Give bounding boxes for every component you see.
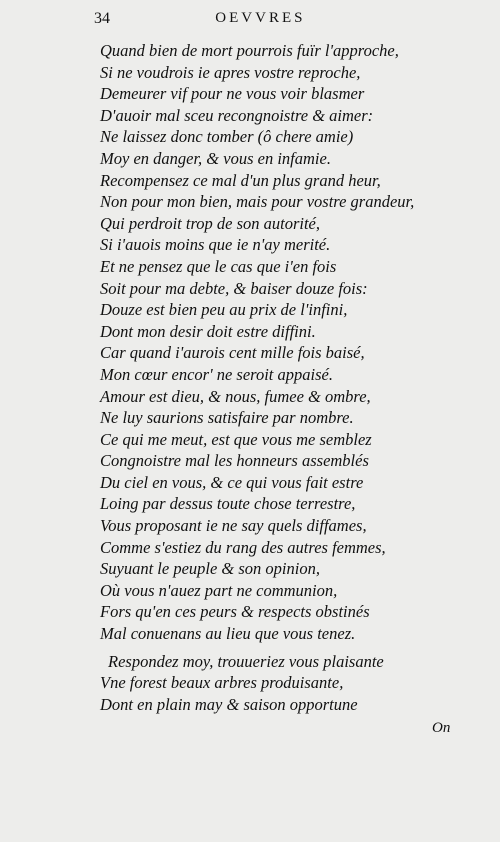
verse-line: Recompensez ce mal d'un plus grand heur,	[100, 170, 381, 190]
verse-line: Soit pour ma debte, & baiser douze fois:	[100, 278, 368, 298]
verse-line: Mon cœur encor' ne seroit appaisé.	[100, 364, 333, 384]
verse-line: Comme s'estiez du rang des autres femmes,	[100, 537, 386, 557]
verse-line: Douze est bien peu au prix de l'infini,	[100, 300, 348, 320]
verse-line: Ce qui me meut, est que vous me semblez	[100, 429, 372, 449]
verse-line: Demeurer vif pour ne vous voir blasmer	[100, 84, 365, 104]
catchword: On	[432, 720, 451, 736]
page-header	[94, 10, 414, 32]
verse-line: D'auoir mal sceu recongnoistre & aimer:	[100, 105, 374, 125]
verse-line: Si ne voudrois ie apres vostre reproche,	[100, 62, 361, 82]
verse-line: Du ciel en vous, & ce qui vous fait estre	[100, 472, 364, 492]
verse-line: Et ne pensez que le cas que i'en fois	[100, 256, 337, 276]
verse-line: Fors qu'en ces peurs & respects obstinés	[100, 602, 370, 622]
verse-line: Quand bien de mort pourrois fuïr l'approche,	[100, 41, 399, 60]
verse-line: Où vous n'auez part ne communion,	[100, 580, 338, 600]
verse-line: Si i'auois moins que ie n'ay merité.	[100, 235, 331, 255]
verse-line: Congnoistre mal les honneurs assemblés	[100, 451, 369, 471]
show-through-text	[440, 30, 500, 730]
verse-line: Loing par dessus toute chose terrestre,	[100, 494, 356, 514]
verse-line: Dont en plain may & saison opportune	[100, 694, 358, 714]
verse-line: Ne luy saurions satisfaire par nombre.	[100, 408, 354, 428]
running-title: OEVVRES	[215, 10, 306, 26]
verse-line: Ne laissez donc tomber (ô chere amie)	[100, 127, 354, 147]
verse-line: Suyuant le peuple & son opinion,	[100, 559, 320, 579]
verse-line: Respondez moy, trouueriez vous plaisante	[108, 651, 384, 671]
verse-line: Mal conuenans au lieu que vous tenez.	[100, 624, 356, 644]
verse-line: Vne forest beaux arbres produisante,	[100, 673, 344, 693]
verse-line: Non pour mon bien, mais pour vostre grandeur,	[100, 192, 415, 212]
verse-line: Moy en danger, & vous en infamie.	[100, 148, 331, 168]
verse-line: Qui perdroit trop de son autorité,	[100, 213, 320, 233]
verse-line: Amour est dieu, & nous, fumee & ombre,	[100, 386, 371, 406]
page-number: 34	[94, 10, 110, 27]
poem-text	[100, 40, 440, 715]
verse-line: Vous proposant ie ne say quels diffames,	[100, 516, 367, 536]
verse-line: Dont mon desir doit estre diffini.	[100, 321, 316, 341]
verse-line: Car quand i'aurois cent mille fois baisé,	[100, 343, 365, 363]
